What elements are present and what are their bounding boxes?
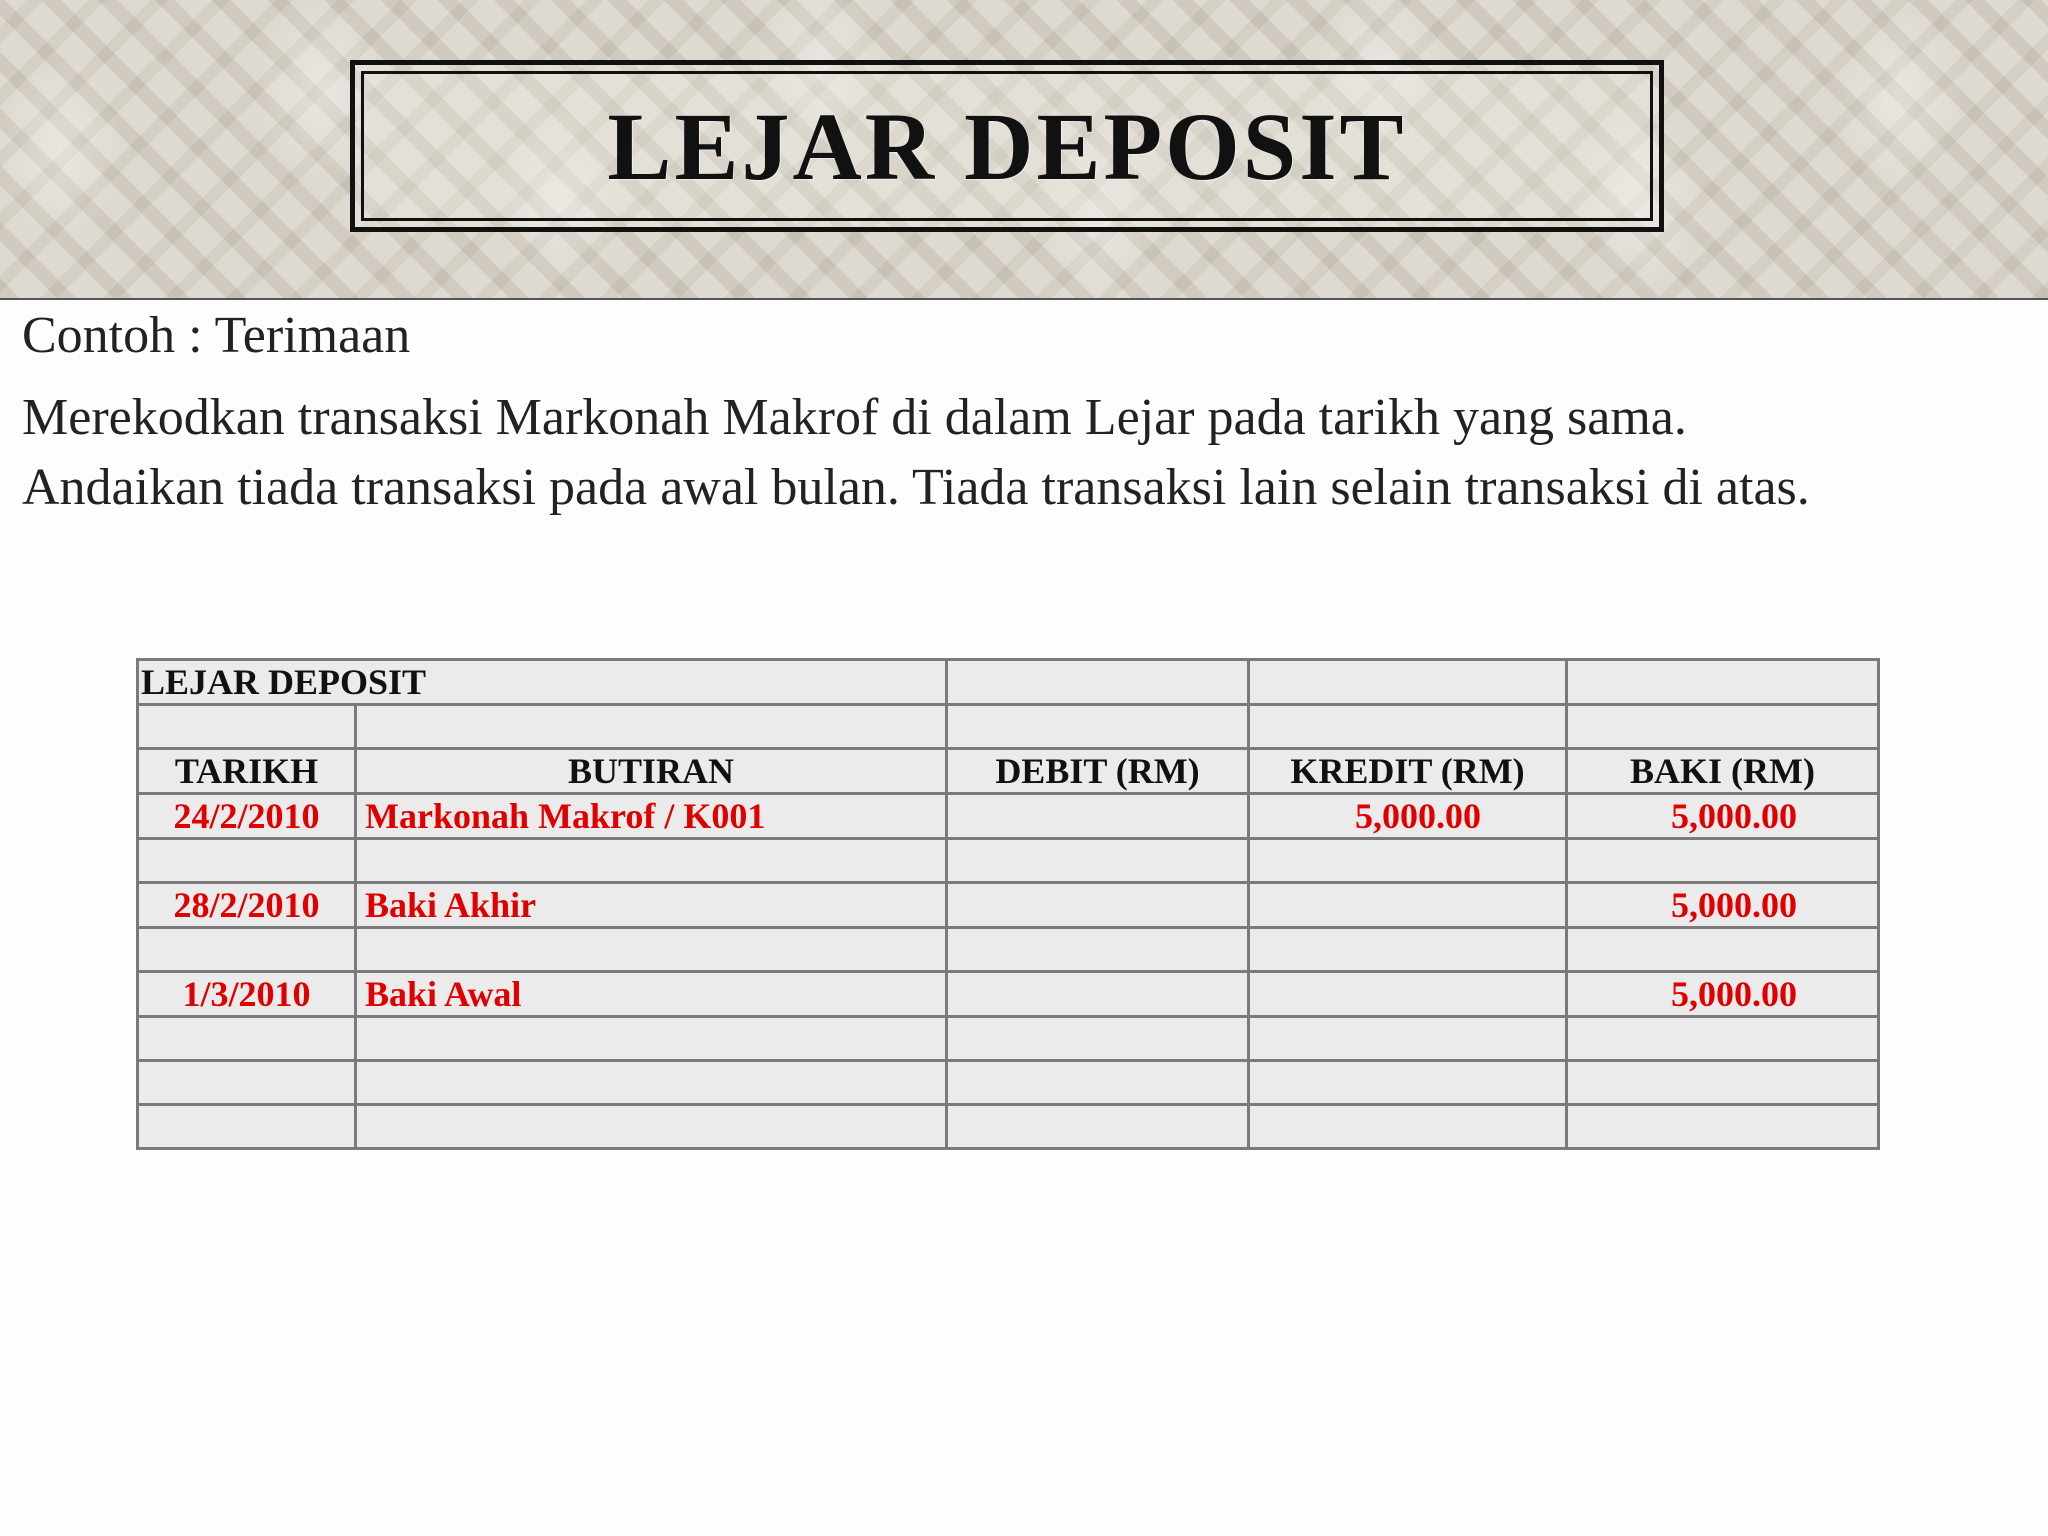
instruction-line-1: Merekodkan transaksi Markonah Makrof di dalam Lejar pada tarikh yang sama. <box>22 389 1687 446</box>
cell-butiran <box>356 839 947 883</box>
cell-debit <box>947 928 1249 972</box>
cell-tarikh: 28/2/2010 <box>138 883 356 928</box>
cell-baki <box>1567 928 1879 972</box>
cell-butiran <box>356 928 947 972</box>
ledger-spacer-row <box>138 705 1879 749</box>
cell-baki: 5,000.00 <box>1567 794 1879 839</box>
empty-cell <box>1567 705 1879 749</box>
empty-cell <box>1249 660 1567 705</box>
cell-tarikh <box>138 839 356 883</box>
cell-butiran <box>356 1061 947 1105</box>
cell-baki: 5,000.00 <box>1567 972 1879 1017</box>
cell-tarikh <box>138 1105 356 1149</box>
cell-butiran <box>356 1017 947 1061</box>
ledger-table <box>136 658 1880 1150</box>
table-row <box>138 1061 1879 1105</box>
ledger-title-row <box>138 660 1879 705</box>
table-row <box>138 1105 1879 1149</box>
empty-cell <box>138 705 356 749</box>
table-row <box>138 794 1879 839</box>
cell-baki <box>1567 1105 1879 1149</box>
cell-butiran <box>356 1105 947 1149</box>
cell-kredit <box>1249 883 1567 928</box>
table-row <box>138 972 1879 1017</box>
cell-tarikh: 1/3/2010 <box>138 972 356 1017</box>
empty-cell <box>356 705 947 749</box>
table-row <box>138 839 1879 883</box>
cell-debit <box>947 839 1249 883</box>
cell-tarikh <box>138 928 356 972</box>
cell-kredit <box>1249 839 1567 883</box>
cell-baki <box>1567 839 1879 883</box>
cell-baki <box>1567 1017 1879 1061</box>
cell-debit <box>947 794 1249 839</box>
ledger-title: LEJAR DEPOSIT <box>138 660 947 705</box>
cell-butiran: Baki Awal <box>356 972 947 1017</box>
title-banner <box>0 0 2048 300</box>
table-row <box>138 928 1879 972</box>
table-row <box>138 1017 1879 1061</box>
cell-debit <box>947 1061 1249 1105</box>
instruction-line-2: Andaikan tiada transaksi pada awal bulan. Tiada transaksi lain selain transaksi di atas. <box>22 459 1810 516</box>
header-baki: BAKI (RM) <box>1567 749 1879 794</box>
table-row <box>138 883 1879 928</box>
cell-tarikh <box>138 1017 356 1061</box>
cell-debit <box>947 1017 1249 1061</box>
cell-debit <box>947 972 1249 1017</box>
empty-cell <box>947 660 1249 705</box>
cell-kredit <box>1249 972 1567 1017</box>
cell-debit <box>947 1105 1249 1149</box>
title-frame <box>350 60 1664 232</box>
slide-title: LEJAR DEPOSIT <box>607 92 1407 200</box>
header-butiran: BUTIRAN <box>356 749 947 794</box>
title-inner-frame <box>361 71 1653 221</box>
empty-cell <box>1249 705 1567 749</box>
empty-cell <box>1567 660 1879 705</box>
cell-kredit <box>1249 1017 1567 1061</box>
cell-kredit <box>1249 928 1567 972</box>
cell-tarikh <box>138 1061 356 1105</box>
subheading: Contoh : Terimaan <box>22 307 411 364</box>
cell-debit <box>947 883 1249 928</box>
empty-cell <box>947 705 1249 749</box>
cell-butiran: Baki Akhir <box>356 883 947 928</box>
ledger-header-row <box>138 749 1879 794</box>
cell-baki: 5,000.00 <box>1567 883 1879 928</box>
cell-butiran: Markonah Makrof / K001 <box>356 794 947 839</box>
cell-baki <box>1567 1061 1879 1105</box>
header-debit: DEBIT (RM) <box>947 749 1249 794</box>
cell-kredit <box>1249 1105 1567 1149</box>
cell-kredit <box>1249 1061 1567 1105</box>
header-tarikh: TARIKH <box>138 749 356 794</box>
cell-tarikh: 24/2/2010 <box>138 794 356 839</box>
cell-kredit: 5,000.00 <box>1249 794 1567 839</box>
header-kredit: KREDIT (RM) <box>1249 749 1567 794</box>
